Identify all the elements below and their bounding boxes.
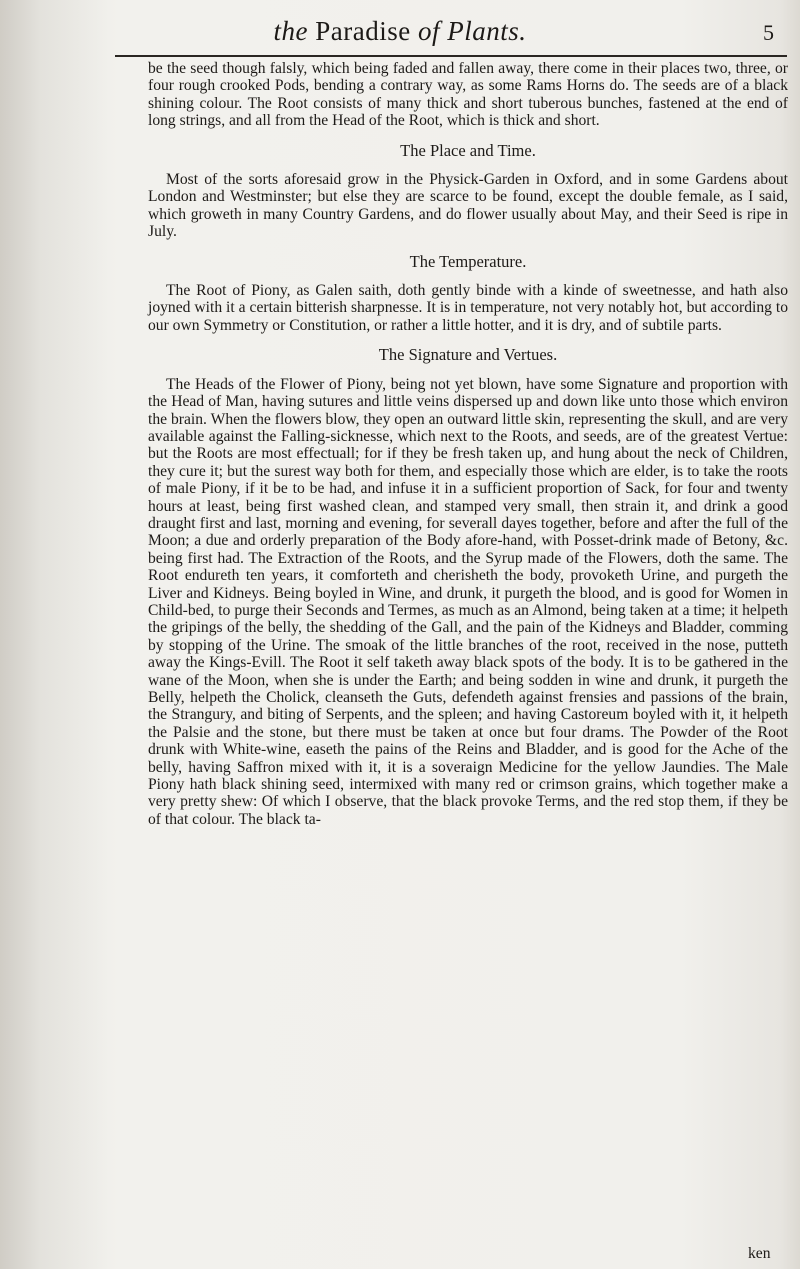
section-heading-temperature: The Temperature. bbox=[409, 251, 527, 271]
temperature-paragraph: The Root of Piony, as Galen saith, doth gently binde with a kinde of sweetnesse, and hath also joyned with it a certain bitterish sharpnesse. It is in temperature, not very notably hot, but according to our own Symmetry or Constitution, or rather a little hotter, and it is dry, and of subtile parts. bbox=[148, 282, 788, 334]
page-number: 5 bbox=[763, 20, 774, 45]
section-heading-signature: The Signature and Vertues. bbox=[378, 345, 558, 365]
running-head-end: Plants. bbox=[447, 16, 527, 46]
running-head-post: of bbox=[417, 16, 440, 46]
gutter-shadow bbox=[0, 0, 110, 1269]
header-rule bbox=[115, 55, 787, 57]
catchword: ken bbox=[748, 1245, 771, 1262]
running-head-pre: the bbox=[273, 16, 308, 46]
running-head-main: Paradise bbox=[315, 16, 411, 46]
place-paragraph: Most of the sorts aforesaid grow in the Physick-Garden in Oxford, and in some Gardens about London and Westminster; but else they are scarce to be found, except the double female, as I said, which groweth in many Country Gardens, and do flower usually about May, and their Seed is ripe in July. bbox=[148, 171, 788, 241]
signature-paragraph: The Heads of the Flower of Piony, being not yet blown, have some Signature and proportion with the Head of Man, having sutures and little veins dispersed up and down like unto those which environ the brain. When the flowers blow, they open an outward little skin, representing the skull, and are very available against the Falling-sicknesse, which next to the Roots, and seeds, are of the greatest Vertue: but the Roots are most effectuall; for if they be fresh taken up, and hung about the neck of Children, they cure it; but the surest way both for them, and especially those which are elder, is to take the roots of male Piony, if it be to be had, and infuse it in a sufficient proportion of Sack, for four and twenty hours at least, being first washed clean, and stamped very small, then strain it, and drink a good draught first and last, morning and evening, for severall dayes together, before and after the full of the Moon; a due and orderly preparation of the Body afore-hand, with Posset-drink made of Betony, &c. being first had. The Extraction of the Roots, and the Syrup made of the Flowers, doth the same. The Root endureth ten years, it comforteth and cherisheth the body, provoketh Urine, and purgeth the Liver and Kidneys. Being boyled in Wine, and drunk, it purgeth the blood, and is good for Women in Child-bed, to purge their Seconds and Termes, as much as an Almond, being taken at a time; it helpeth the gripings of the belly, the shedding of the Gall, and the pain of the Kidneys and Bladder, comming by stopping of the Urine. The smoak of the little branches of the root, received in the nose, putteth away the Kings-Evill. The Root it self taketh away black spots of the body. It is to be gathered in the wane of the Moon, when she is under the Earth; and being sodden in wine and drunk, it purgeth the Belly, helpeth the Cholick, cleanseth the Guts, defendeth against frensies and passions of the brain, the Strangury, and biting of Serpents, and the spleen; and having Castoreum boyled with it, it helpeth the Palsie and the stone, but there must be taken at once but four drams. The Powder of the Root drunk with White-wine, easeth the pains of the Reins and Bladder, and is good for the Ache of the belly, having Saffron mixed with it, it is a soveraign Medicine for the yellow Jaundies. The Male Piony hath black shining seed, intermixed with many red or crimson grains, which together make a very pretty shew: Of which I observe, that the black provoke Terms, and the red stop them, if they be of that colour. The black ta- bbox=[148, 375, 788, 828]
body-text bbox=[148, 60, 788, 828]
opening-paragraph: be the seed though falsly, which being faded and fallen away, there come in their places two, three, or four rough crooked Pods, bending a contrary way, as some Rams Horns do. The seeds are of a black shining colour. The Root consists of many thick and short tuberous bunches, fastened at the end of long strings, and all from the Head of the Root, which is thick and short. bbox=[148, 60, 788, 130]
running-head bbox=[180, 16, 620, 47]
section-heading-place: The Place and Time. bbox=[400, 140, 536, 160]
